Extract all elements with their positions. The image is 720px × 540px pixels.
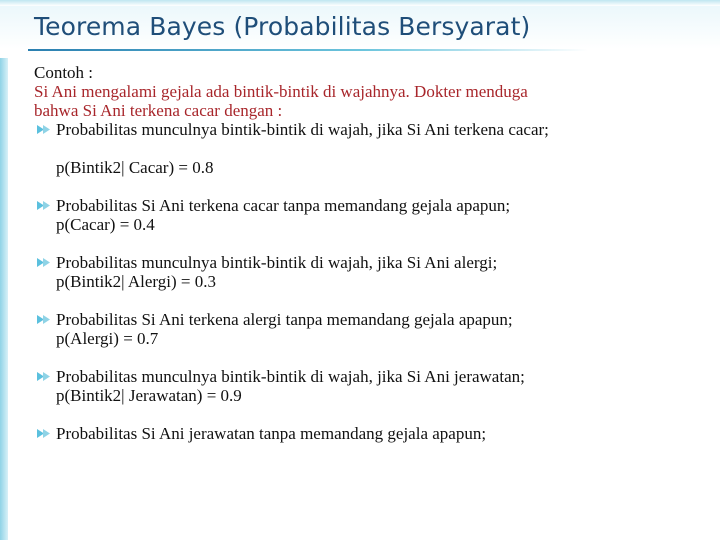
arrow-bullet-icon [36,199,52,212]
item-text: Probabilitas Si Ani terkena cacar tanpa memandang gejala apapun; [56,196,511,215]
list-item [34,424,714,443]
list-item [34,196,714,234]
item-text: Probabilitas Si Ani terkena alergi tanpa memandang gejala apapun; [56,310,513,329]
list-item [34,310,714,348]
arrow-bullet-icon [36,313,52,326]
item-text: Probabilitas munculnya bintik-bintik di wajah, jika Si Ani jerawatan; [56,367,525,386]
arrow-bullet-icon [36,123,52,136]
item-formula: p(Bintik2| Cacar) = 0.8 [56,158,214,177]
arrow-bullet-icon [36,370,52,383]
item-formula: p(Cacar) = 0.4 [56,215,155,234]
intro-line-2: bahwa Si Ani terkena cacar dengan : [34,101,283,120]
arrow-bullet-icon [36,427,52,440]
list-item [34,367,714,405]
item-formula: p(Bintik2| Alergi) = 0.3 [56,272,217,291]
example-label: Contoh : [34,63,94,82]
arrow-bullet-icon [36,256,52,269]
title-underline [28,49,588,51]
slide-content [34,63,714,443]
list-item [34,253,714,291]
item-formula: p(Bintik2| Jerawatan) = 0.9 [56,386,242,405]
item-text: Probabilitas munculnya bintik-bintik di wajah, jika Si Ani alergi; [56,253,498,272]
slide-top-frame [0,0,720,6]
slide-left-frame [0,0,8,540]
item-text: Probabilitas Si Ani jerawatan tanpa memandang gejala apapun; [56,424,487,443]
item-formula: p(Alergi) = 0.7 [56,329,159,348]
slide-title: Teorema Bayes (Probabilitas Bersyarat) [34,12,531,41]
intro-line-1: Si Ani mengalami gejala ada bintik-bintik di wajahnya. Dokter menduga [34,82,528,101]
item-text: Probabilitas munculnya bintik-bintik di wajah, jika Si Ani terkena cacar; [56,120,549,139]
list-item [34,120,714,177]
